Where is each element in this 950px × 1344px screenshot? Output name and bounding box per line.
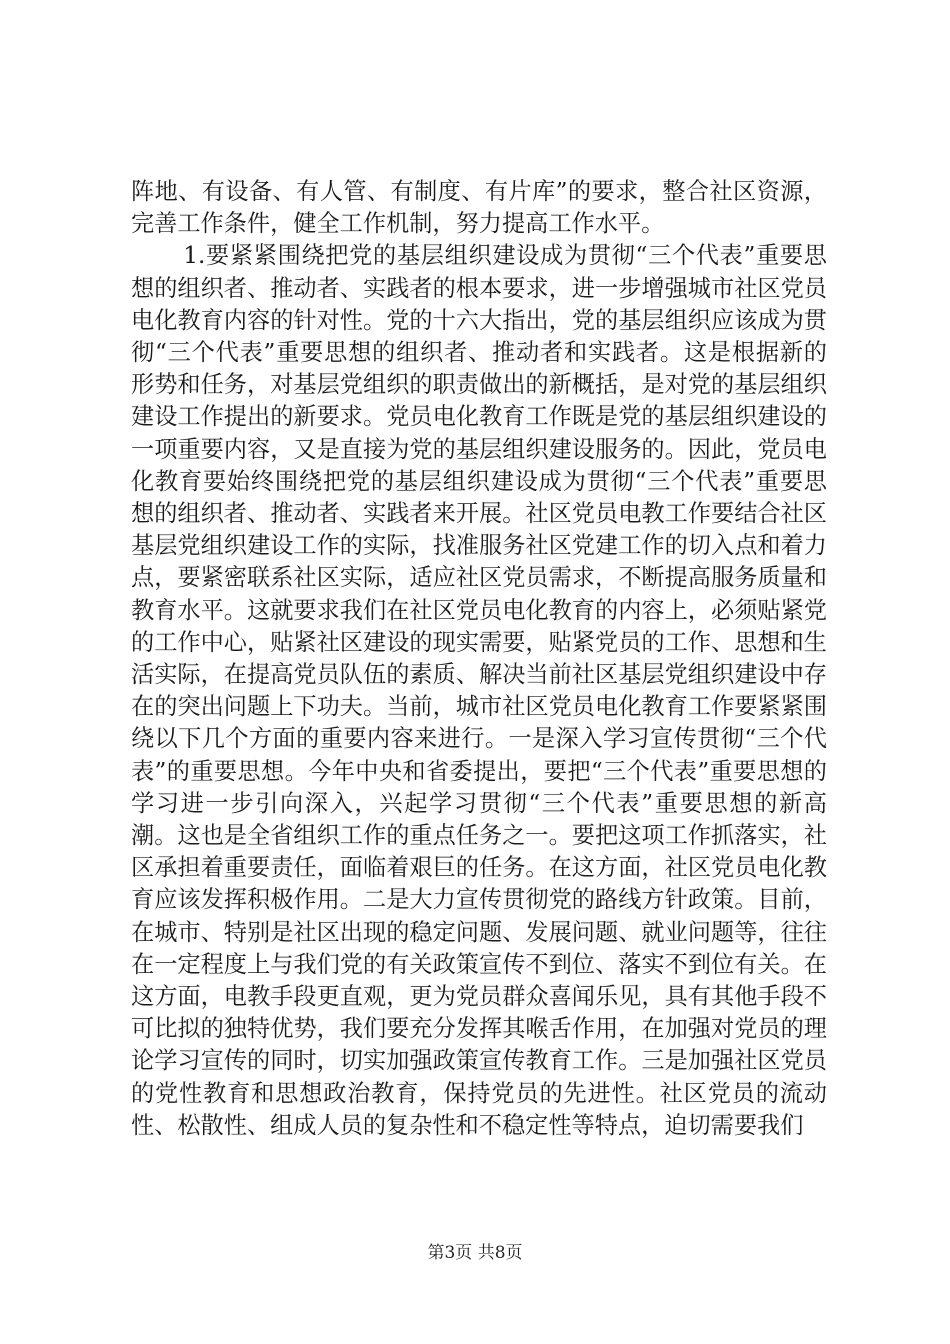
page-number-label: 第3页 共8页 [427, 1243, 523, 1263]
document-body [131, 176, 827, 1142]
paragraph-continued: 阵地、有设备、有人管、有制度、有片库”的要求，整合社区资源，完善工作条件，健全工作机制，努力提高工作水平。 [131, 178, 827, 238]
page-footer [0, 1243, 950, 1263]
paragraph-section-1: 1.要紧紧围绕把党的基层组织建设成为贯彻“三个代表”重要思想的组织者、推动者、实践者的根本要求，进一步增强城市社区党员电化教育内容的针对性。党的十六大指出，党的基层组织应该成为贯彻“三个代表”重要思想的组织者、推动者和实践者。这是根据新的形势和任务，对基层党组织的职责做出的新概括，是对党的基层组织建设工作提出的新要求。党员电化教育工作既是党的基层组织建设的一项重要内容，又是直接为党的基层组织建设服务的。因此，党员电化教育要始终围绕把党的基层组织建设成为贯彻“三个代表”重要思想的组织者、推动者、实践者来开展。社区党员电教工作要结合社区基层党组织建设工作的实际，找准服务社区党建工作的切入点和着力点，要紧密联系社区实际，适应社区党员需求，不断提高服务质量和教育水平。这就要求我们在社区党员电化教育的内容上，必须贴紧党的工作中心，贴紧社区建设的现实需要，贴紧党员的工作、思想和生活实际，在提高党员队伍的素质、解决当前社区基层党组织建设中存在的突出问题上下功夫。当前，城市社区党员电化教育工作要紧紧围绕以下几个方面的重要内容来进行。一是深入学习宣传贯彻“三个代表”的重要思想。今年中央和省委提出，要把“三个代表”重要思想的学习进一步引向深入，兴起学习贯彻“三个代表”重要思想的新高潮。这也是全省组织工作的重点任务之一。要把这项工作抓落实，社区承担着重要责任，面临着艰巨的任务。在这方面，社区党员电化教育应该发挥积极作用。二是大力宣传贯彻党的路线方针政策。目前，在城市、特别是社区出现的稳定问题、发展问题、就业问题等，往往在一定程度上与我们党的有关政策宣传不到位、落实不到位有关。在这方面，电教手段更直观，更为党员群众喜闻乐见，具有其他手段不可比拟的独特优势，我们要充分发挥其喉舌作用，在加强对党员的理论学习宣传的同时，切实加强政策宣传教育工作。三是加强社区党员的党性教育和思想政治教育，保持党员的先进性。社区党员的流动性、松散性、组成人员的复杂性和不稳定性等特点，迫切需要我们 [131, 242, 827, 1139]
